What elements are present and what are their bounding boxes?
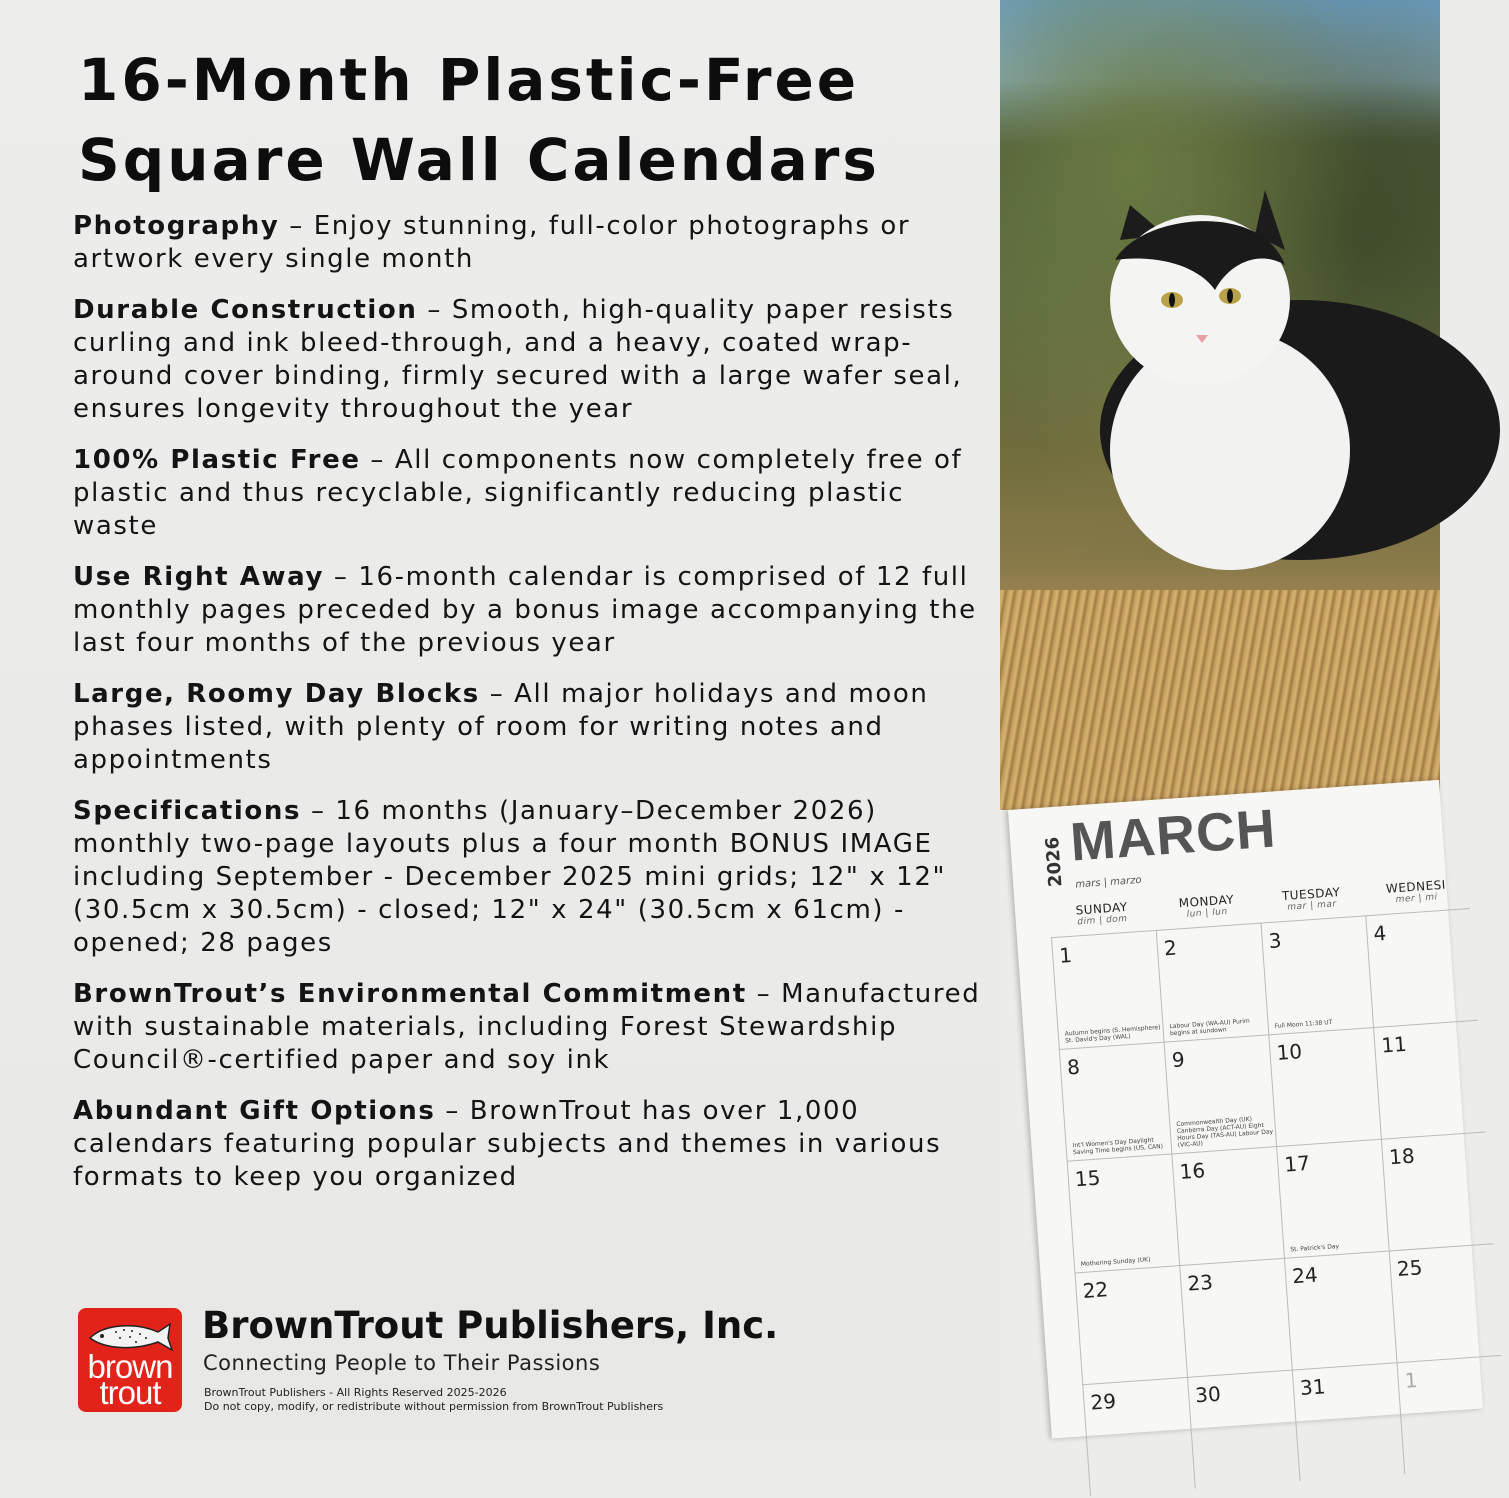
feature-heading: Photography <box>73 211 280 241</box>
day-number: 18 <box>1388 1143 1416 1170</box>
feature-item <box>73 1095 993 1194</box>
day-number: 4 <box>1372 920 1388 946</box>
legal-line-2: Do not copy, modify, or redistribute without permission from BrownTrout Publishers <box>204 1400 664 1413</box>
feature-heading: Specifications <box>73 796 302 826</box>
holiday-note: Autumn begins (S. Hemisphere) St. David's Day (WAL) <box>1064 1023 1161 1045</box>
calendar-day-cell <box>1389 1243 1502 1362</box>
feature-item <box>73 444 993 543</box>
holiday-note: Labour Day (WA-AU) Purim begins at sundown <box>1169 1017 1250 1038</box>
calendar-month-translation: mars | marzo <box>1075 874 1142 891</box>
feature-heading: 100% Plastic Free <box>73 445 361 475</box>
day-number: 30 <box>1194 1381 1222 1408</box>
day-number: 9 <box>1171 1047 1186 1073</box>
feature-text: – Enjoy stunning, full-color photographs or artwork every single month <box>73 211 911 274</box>
calendar-day-cell <box>1276 1139 1389 1258</box>
day-number: 11 <box>1380 1031 1408 1058</box>
day-number: 1 <box>1403 1367 1419 1393</box>
calendar-day-cell <box>1187 1370 1300 1489</box>
feature-item <box>73 795 993 960</box>
calendar-page <box>1008 780 1483 1439</box>
day-number: 15 <box>1074 1165 1102 1192</box>
day-name: TUESDAY <box>1281 885 1341 904</box>
calendar-day-cell <box>1260 915 1373 1034</box>
calendar-day-cell <box>1164 1034 1277 1153</box>
feature-heading: Abundant Gift Options <box>73 1096 436 1126</box>
feature-item <box>73 978 993 1077</box>
calendar-day-cell <box>1082 1377 1195 1496</box>
legal-line-1: BrownTrout Publishers - All Rights Reserved 2025-2026 <box>204 1386 507 1399</box>
day-number: 8 <box>1066 1054 1081 1080</box>
day-name-translation: dim | dom <box>1077 913 1128 928</box>
cat-image <box>1000 0 1440 620</box>
feature-text: – Manufactured with sustainable materials, including Forest Stewardship Council®-certified paper and soy ink <box>73 979 981 1075</box>
day-number: 1 <box>1058 942 1073 968</box>
page-title <box>78 40 880 200</box>
calendar-day-cell <box>1067 1153 1180 1272</box>
day-header <box>1049 898 1155 929</box>
day-name: MONDAY <box>1178 892 1235 911</box>
calendar-day-cell <box>1171 1146 1284 1265</box>
calendar-day-cell <box>1284 1251 1397 1370</box>
brand-block <box>78 1306 978 1416</box>
day-number: 10 <box>1275 1039 1303 1065</box>
day-number: 25 <box>1396 1255 1424 1281</box>
calendar-day-cell <box>1396 1355 1509 1474</box>
calendar-day-cell <box>1179 1258 1292 1377</box>
feature-item <box>73 678 993 777</box>
calendar-month: MARCH <box>1068 798 1279 873</box>
feature-text: – 16-month calendar is comprised of 12 full monthly pages preceded by a bonus image accompanying the last four months of the previous year <box>73 562 977 658</box>
feature-item <box>73 294 993 426</box>
calendar-day-cell <box>1268 1027 1381 1146</box>
feature-text: – Smooth, high-quality paper resists curling and ink bleed-through, and a heavy, coated wrap-around cover binding, firmly secured with a large wafer seal, ensures longevity throughout the year <box>73 295 963 424</box>
day-number: 2 <box>1163 935 1178 961</box>
holiday-note: Commonwealth Day (UK) Canberra Day (ACT-AU) Eight Hours Day (TAS-AU) Labour Day (VIC-AU) <box>1176 1115 1274 1149</box>
day-name: SUNDAY <box>1075 899 1129 918</box>
day-number: 16 <box>1178 1158 1206 1184</box>
logo-word-trout: trout <box>99 1374 161 1411</box>
browntrout-logo <box>78 1308 182 1412</box>
day-name: WEDNESI <box>1385 877 1447 896</box>
feature-text: – BrownTrout has over 1,000 calendars featuring popular subjects and themes in various formats to keep you organized <box>73 1096 942 1192</box>
feature-text: – All components now completely free of plastic and thus recyclable, significantly reducing plastic waste <box>73 445 963 541</box>
title-line-2: Square Wall Calendars <box>78 126 880 194</box>
day-number: 17 <box>1283 1150 1311 1177</box>
day-header <box>1153 891 1259 922</box>
holiday-note: Int'l Women's Day Daylight Saving Time begins (US, CAN) <box>1072 1136 1164 1157</box>
feature-heading: BrownTrout’s Environmental Commitment <box>73 979 747 1009</box>
day-header <box>1363 876 1469 907</box>
day-number: 3 <box>1267 928 1283 954</box>
holiday-note: Mothering Sunday (UK) <box>1080 1256 1151 1269</box>
hay-bale <box>1000 590 1440 810</box>
day-name-translation: mar | mar <box>1287 899 1337 913</box>
calendar-preview <box>990 0 1447 1440</box>
holiday-note: Full Moon 11:38 UT <box>1274 1018 1333 1030</box>
calendar-day-cell <box>1373 1020 1486 1139</box>
holiday-note: St. Patrick's Day <box>1290 1242 1340 1254</box>
feature-heading: Large, Roomy Day Blocks <box>73 679 480 709</box>
cat-photo <box>1000 0 1440 810</box>
day-number: 23 <box>1186 1269 1214 1296</box>
day-number: 22 <box>1081 1277 1109 1303</box>
day-header <box>1258 883 1364 914</box>
feature-text: – 16 months (January–December 2026) monthly two-page layouts plus a four month BONUS IMAGE including September - December 2025 mini grids; 12" x 12" (30.5cm x 30.5cm) - closed; 12" x 24" (30.5cm x 61cm) - opened; 28 pages <box>73 796 947 958</box>
company-name: BrownTrout Publishers, Inc. <box>202 1304 779 1347</box>
feature-text: – All major holidays and moon phases listed, with plenty of room for writing notes and appointments <box>73 679 929 775</box>
day-number: 29 <box>1089 1388 1117 1415</box>
feature-item <box>73 210 993 276</box>
calendar-day-cell <box>1059 1042 1172 1161</box>
calendar-day-cell <box>1051 930 1164 1049</box>
day-name-translation: mer | mi <box>1395 892 1438 906</box>
calendar-day-cell <box>1381 1131 1494 1250</box>
calendar-year: 2026 <box>1042 836 1067 888</box>
feature-heading: Use Right Away <box>73 562 325 592</box>
calendar-day-cell <box>1074 1265 1187 1384</box>
calendar-day-cell <box>1365 908 1478 1027</box>
company-tagline: Connecting People to Their Passions <box>203 1351 601 1375</box>
day-number: 31 <box>1299 1374 1327 1401</box>
calendar-day-cell <box>1156 923 1269 1042</box>
day-number: 24 <box>1291 1262 1319 1289</box>
feature-item <box>73 561 993 660</box>
logo-word-brown: brown <box>87 1348 173 1385</box>
calendar-day-cell <box>1292 1362 1405 1481</box>
feature-list <box>73 210 993 1212</box>
feature-heading: Durable Construction <box>73 295 418 325</box>
legal-notice <box>204 1386 663 1414</box>
day-name-translation: lun | lun <box>1186 906 1229 920</box>
title-line-1: 16-Month Plastic-Free <box>78 46 860 114</box>
